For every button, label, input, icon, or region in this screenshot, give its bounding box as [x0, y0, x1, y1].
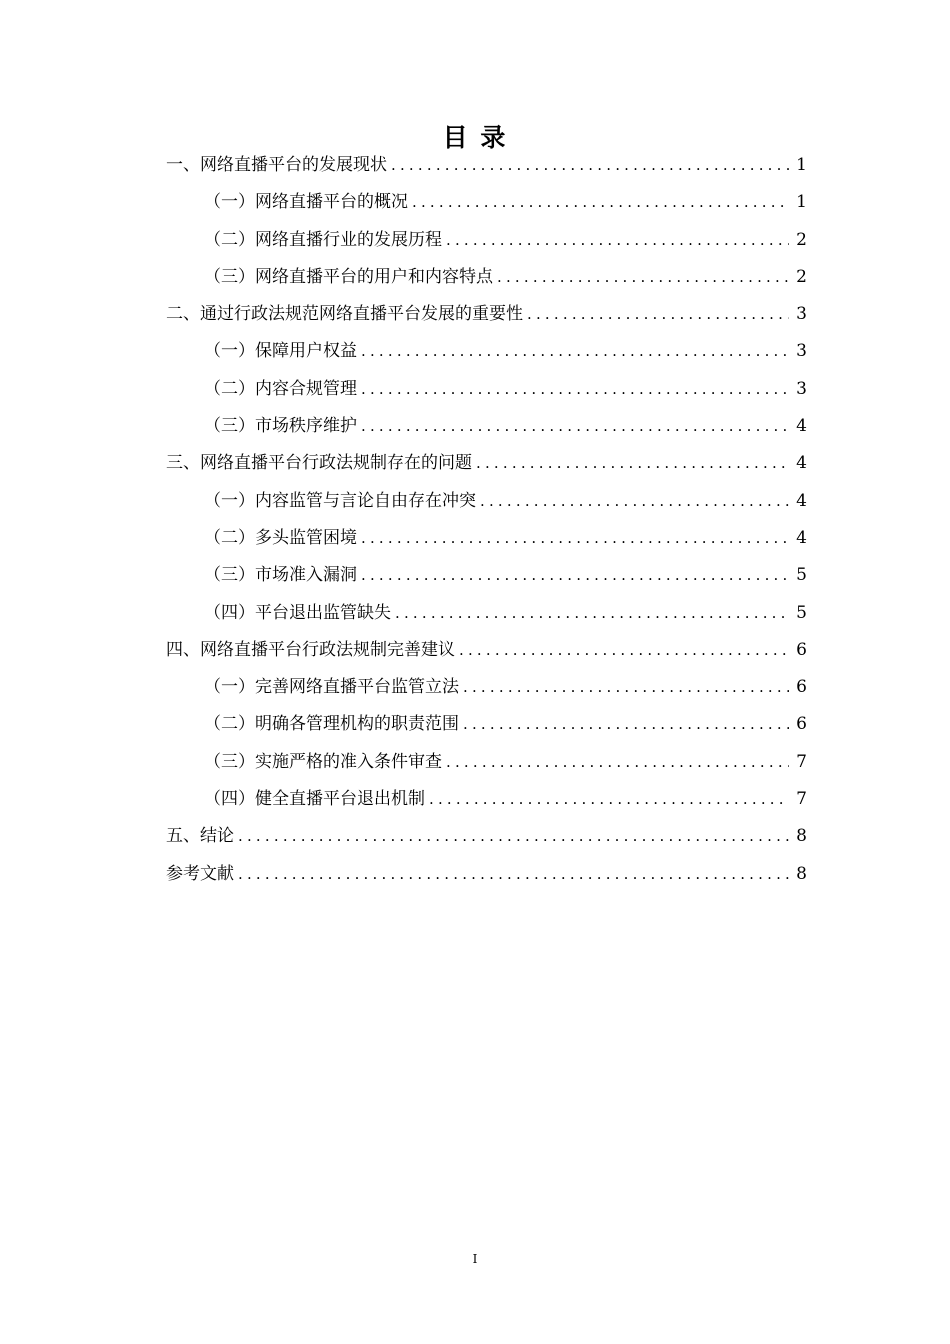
dot-leader: [361, 408, 789, 445]
toc-entry[interactable]: [166, 595, 807, 632]
toc-entry-label: （一）保障用户权益: [204, 341, 357, 362]
toc-entry[interactable]: [166, 632, 807, 669]
toc-entry[interactable]: [166, 371, 807, 408]
dot-leader: [238, 818, 789, 855]
footer-page-number: I: [472, 1252, 478, 1266]
dot-leader: [361, 520, 789, 557]
toc-entry-page: 8: [796, 863, 807, 884]
dot-leader: [446, 222, 789, 259]
toc-entry-page: 4: [796, 416, 807, 437]
toc-entry[interactable]: [166, 333, 807, 370]
toc-entry-page: 4: [796, 490, 807, 511]
toc-entry-label: （三）网络直播平台的用户和内容特点: [204, 266, 493, 287]
toc-entry[interactable]: [166, 557, 807, 594]
dot-leader: [412, 184, 789, 221]
toc-entry-label: 二、通过行政法规范网络直播平台发展的重要性: [166, 304, 523, 325]
dot-leader: [476, 445, 789, 482]
dot-leader: [459, 632, 789, 669]
toc-entry[interactable]: [166, 744, 807, 781]
table-of-contents: [166, 147, 807, 893]
toc-entry-page: 8: [796, 826, 807, 847]
toc-entry[interactable]: [166, 856, 807, 893]
dot-leader: [395, 595, 789, 632]
toc-entry-page: 1: [796, 192, 807, 213]
toc-entry-label: （三）实施严格的准入条件审查: [204, 751, 442, 772]
toc-entry-label: （四）平台退出监管缺失: [204, 602, 391, 623]
toc-entry-label: 三、网络直播平台行政法规制存在的问题: [166, 453, 472, 474]
toc-entry-page: 6: [796, 714, 807, 735]
toc-entry-label: （一）网络直播平台的概况: [204, 192, 408, 213]
toc-entry-page: 4: [796, 527, 807, 548]
toc-entry-label: 五、结论: [166, 826, 234, 847]
toc-entry-page: 7: [796, 789, 807, 810]
toc-entry-label: （三）市场准入漏洞: [204, 565, 357, 586]
toc-entry-page: 6: [796, 677, 807, 698]
toc-entry-page: 2: [796, 266, 807, 287]
toc-entry[interactable]: [166, 669, 807, 706]
toc-entry-label: （一）内容监管与言论自由存在冲突: [204, 490, 476, 511]
dot-leader: [361, 371, 789, 408]
dot-leader: [429, 781, 789, 818]
toc-entry-label: （三）市场秩序维护: [204, 416, 357, 437]
toc-entry-label: （二）多头监管困境: [204, 527, 357, 548]
toc-entry-label: 一、网络直播平台的发展现状: [166, 155, 387, 175]
toc-entry-page: 3: [796, 378, 807, 399]
toc-entry-page: 7: [796, 751, 807, 772]
toc-entry-page: 1: [796, 155, 807, 175]
dot-leader: [480, 483, 789, 520]
toc-entry-label: （二）网络直播行业的发展历程: [204, 229, 442, 250]
toc-entry-label: （二）明确各管理机构的职责范围: [204, 714, 459, 735]
toc-entry-page: 4: [796, 453, 807, 474]
toc-entry[interactable]: [166, 296, 807, 333]
toc-entry-label: （四）健全直播平台退出机制: [204, 789, 425, 810]
toc-entry-page: 3: [796, 304, 807, 325]
toc-entry[interactable]: [166, 520, 807, 557]
toc-entry-page: 2: [796, 229, 807, 250]
dot-leader: [463, 706, 789, 743]
toc-entry-label: 参考文献: [166, 863, 234, 884]
toc-entry[interactable]: [166, 259, 807, 296]
toc-entry[interactable]: [166, 222, 807, 259]
toc-entry[interactable]: [166, 818, 807, 855]
dot-leader: [463, 669, 789, 706]
toc-entry[interactable]: [166, 483, 807, 520]
toc-entry[interactable]: [166, 147, 807, 184]
toc-entry-label: （二）内容合规管理: [204, 378, 357, 399]
toc-entry-page: 5: [796, 602, 807, 623]
toc-entry[interactable]: [166, 706, 807, 743]
dot-leader: [238, 856, 789, 893]
toc-entry[interactable]: [166, 781, 807, 818]
toc-entry-label: 四、网络直播平台行政法规制完善建议: [166, 639, 455, 660]
toc-entry-label: （一）完善网络直播平台监管立法: [204, 677, 459, 698]
toc-entry[interactable]: [166, 184, 807, 221]
dot-leader: [527, 296, 789, 333]
dot-leader: [446, 744, 789, 781]
toc-entry-page: 5: [796, 565, 807, 586]
dot-leader: [391, 147, 789, 184]
toc-entry[interactable]: [166, 445, 807, 482]
toc-entry-page: 3: [796, 341, 807, 362]
dot-leader: [361, 557, 789, 594]
toc-title: 目 录: [442, 123, 508, 152]
toc-entry-page: 6: [796, 639, 807, 660]
toc-entry[interactable]: [166, 408, 807, 445]
dot-leader: [361, 333, 789, 370]
dot-leader: [497, 259, 789, 296]
